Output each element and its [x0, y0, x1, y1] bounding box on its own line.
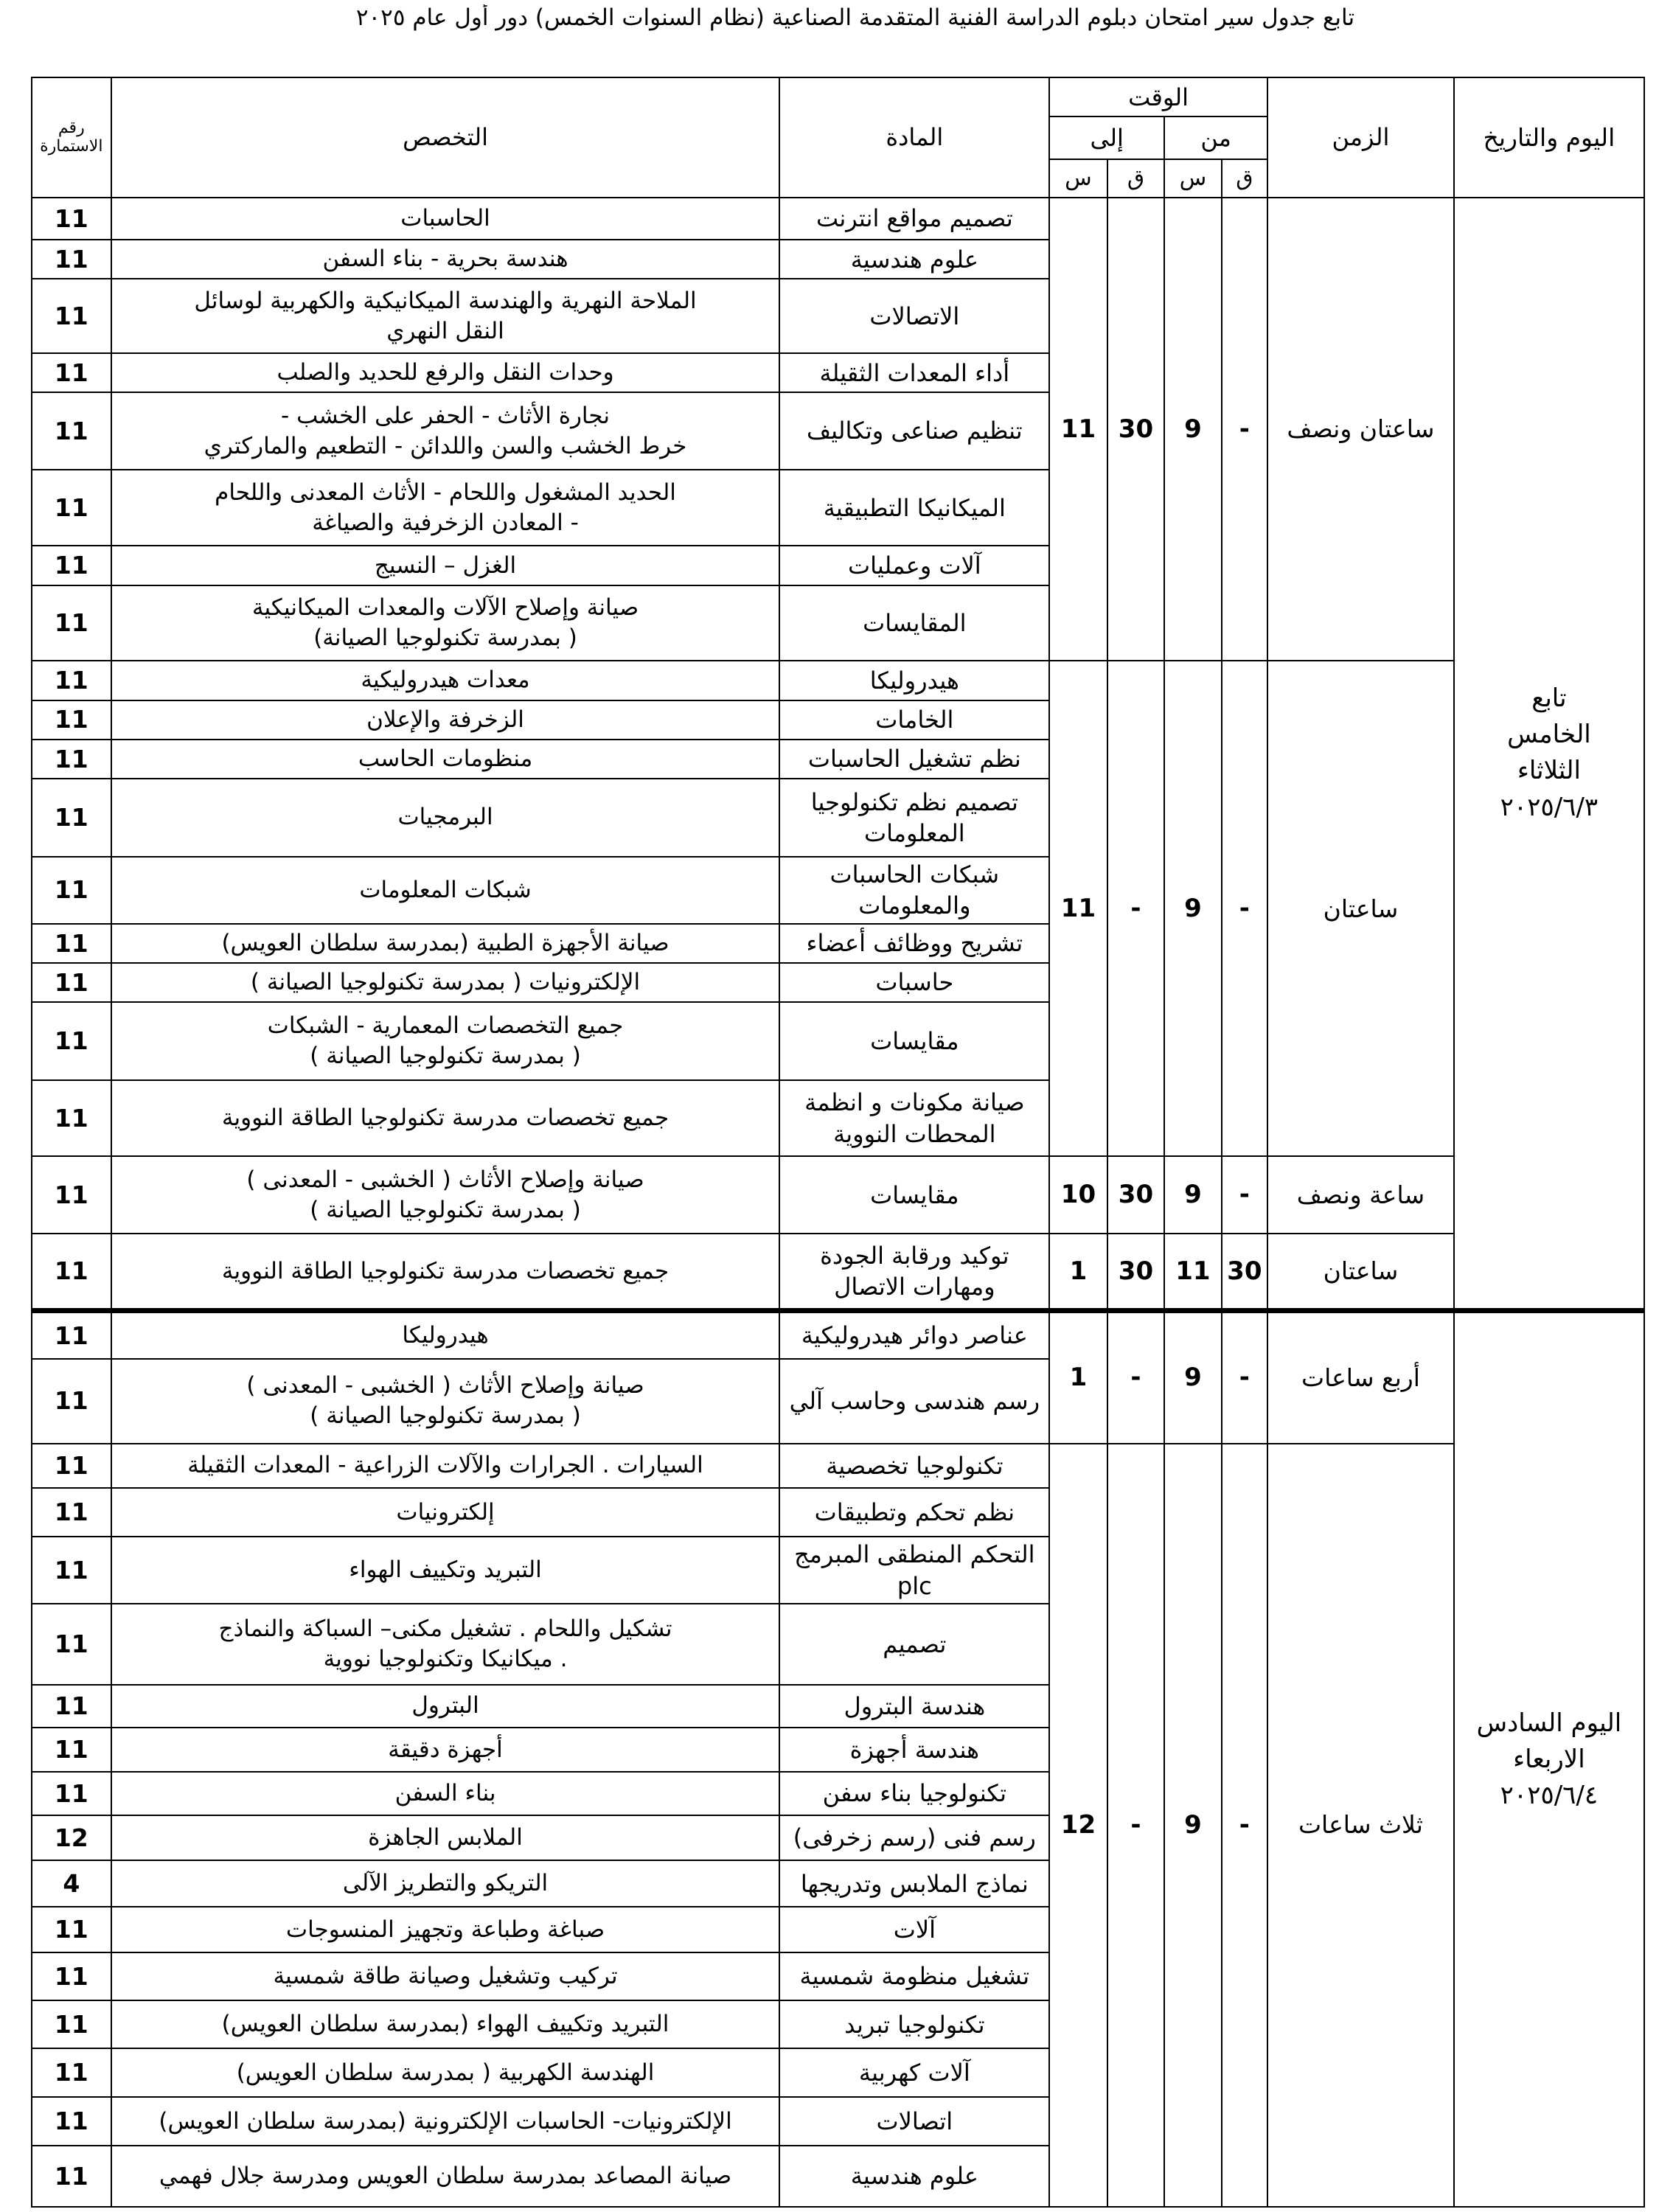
subject-cell: [779, 2146, 1049, 2207]
form-number-cell: 11: [32, 740, 111, 779]
subject-line: المقايسات: [863, 608, 967, 637]
subject-cell: [779, 2097, 1049, 2146]
exam-date: ٢٠٢٥/٦/٣: [1500, 792, 1599, 822]
subject-line: تشريح ووظائف أعضاء: [806, 929, 1023, 958]
table-row: [32, 198, 1644, 240]
form-number-cell: 11: [32, 1002, 111, 1080]
subject-cell: [779, 1002, 1049, 1080]
subject-cell: [779, 2000, 1049, 2048]
specialization-cell: [111, 240, 780, 279]
to-minute-cell: -: [1107, 661, 1164, 1156]
form-number-cell: 11: [32, 470, 111, 546]
form-number-cell: 11: [32, 1772, 111, 1815]
specialization-line: الزخرفة والإعلان: [366, 706, 524, 733]
form-number-cell: 11: [32, 2146, 111, 2207]
from-minute-cell: -: [1222, 1444, 1267, 2207]
header-from-hour: س: [1164, 159, 1221, 198]
form-number-cell: 11: [32, 779, 111, 857]
subject-line: عناصر دوائر هيدروليكية: [801, 1321, 1028, 1350]
form-number-cell: 11: [32, 1444, 111, 1488]
specialization-cell: [111, 392, 780, 470]
subject-cell: [779, 963, 1049, 1002]
subject-cell: [779, 353, 1049, 392]
from-hour-cell: 9: [1164, 1156, 1221, 1234]
day-label: الاربعاء: [1513, 1744, 1585, 1774]
subject-cell: [779, 1860, 1049, 1907]
specialization-line: النقل النهري: [386, 317, 504, 344]
form-number-cell: 11: [32, 1685, 111, 1728]
subject-line: اتصالات: [876, 2107, 953, 2135]
specialization-line: الإلكترونيات- الحاسبات الإلكترونية (بمدرسة سلطان العويس): [159, 2107, 732, 2135]
from-hour-cell: 9: [1164, 1444, 1221, 2207]
subject-cell: [779, 1359, 1049, 1444]
specialization-line: . ميكانيكا وتكنولوجيا نووية: [323, 1645, 568, 1672]
subject-cell: [779, 2048, 1049, 2096]
form-number-cell: 11: [32, 279, 111, 353]
specialization-line: إلكترونيات: [396, 1498, 495, 1526]
form-number-cell: 11: [32, 924, 111, 963]
subject-line: هيدروليكا: [869, 666, 959, 695]
specialization-cell: [111, 1080, 780, 1157]
form-number-cell: 11: [32, 963, 111, 1002]
form-number-cell: 11: [32, 1604, 111, 1685]
specialization-line: الهندسة الكهربية ( بمدرسة سلطان العويس): [236, 2059, 655, 2086]
subject-line: تنظيم صناعى وتكاليف: [806, 417, 1023, 445]
specialization-line: صيانة الأجهزة الطبية (بمدرسة سلطان العويس): [221, 929, 669, 956]
subject-line: تشغيل منظومة شمسية: [799, 1962, 1030, 1991]
specialization-cell: [111, 1815, 780, 1860]
specialization-line: صيانة وإصلاح الأثاث ( الخشبى - المعدنى ): [246, 1372, 644, 1399]
to-hour-cell: 11: [1049, 198, 1107, 661]
specialization-line: الملاحة النهرية والهندسة الميكانيكية والكهربية لوسائل: [194, 287, 697, 314]
subject-cell: [779, 740, 1049, 779]
specialization-line: ( بمدرسة تكنولوجيا الصيانة): [313, 625, 577, 651]
to-hour-cell: 12: [1049, 1444, 1107, 2207]
subject-line: تصميم نظم تكنولوجيا: [810, 787, 1018, 816]
form-number-cell: 11: [32, 1728, 111, 1772]
subject-line: تصميم: [883, 1630, 947, 1658]
document-header: تابع جدول سير امتحان دبلوم الدراسة الفنية المتقدمة الصناعية (نظام السنوات الخمس) دور أول عام ٢٠٢٥: [355, 4, 1355, 31]
specialization-line: صيانة المصاعد بمدرسة سلطان العويس ومدرسة جلال فهمي: [159, 2163, 732, 2190]
exam-schedule-table: [31, 77, 1645, 2208]
subject-line: الاتصالات: [869, 302, 960, 330]
specialization-cell: [111, 1002, 780, 1080]
table-row: [32, 1444, 1644, 1488]
day-label: تابع: [1531, 683, 1567, 713]
to-minute-cell: -: [1107, 1444, 1164, 2207]
specialization-cell: [111, 963, 780, 1002]
header-form-number: رقم الاستمارة: [32, 77, 111, 198]
subject-line: الخامات: [875, 706, 954, 734]
header-to: إلى: [1049, 116, 1164, 159]
form-number-cell: 11: [32, 2097, 111, 2146]
specialization-line: جميع التخصصات المعمارية - الشبكات: [267, 1012, 624, 1040]
form-number-cell: 11: [32, 1907, 111, 1952]
specialization-cell: [111, 1685, 780, 1728]
day-date-cell: [1454, 198, 1644, 1311]
subject-cell: [779, 1488, 1049, 1537]
specialization-line: خرط الخشب والسن واللدائن - التطعيم والماركتري: [204, 432, 687, 459]
subject-cell: [779, 1604, 1049, 1685]
specialization-cell: [111, 353, 780, 392]
subject-cell: [779, 1772, 1049, 1815]
subject-cell: [779, 585, 1049, 661]
subject-cell: [779, 1685, 1049, 1728]
subject-cell: [779, 279, 1049, 353]
form-number-cell: 11: [32, 585, 111, 661]
form-number-cell: 11: [32, 1952, 111, 2000]
form-number-cell: 11: [32, 546, 111, 585]
exam-date: ٢٠٢٥/٦/٤: [1500, 1781, 1599, 1811]
header-subject: المادة: [779, 77, 1049, 198]
subject-cell: [779, 661, 1049, 700]
subject-cell: [779, 470, 1049, 546]
specialization-cell: [111, 857, 780, 924]
subject-cell: [779, 1311, 1049, 1359]
specialization-cell: [111, 2000, 780, 2048]
specialization-line: ( بمدرسة تكنولوجيا الصيانة ): [310, 1043, 581, 1070]
header-to-hour: س: [1049, 159, 1107, 198]
duration-cell: ساعة ونصف: [1267, 1156, 1454, 1234]
specialization-line: البترول: [411, 1692, 479, 1719]
subject-line: مقايسات: [870, 1180, 959, 1209]
specialization-cell: [111, 1444, 780, 1488]
specialization-line: نجارة الأثاث - الحفر على الخشب -: [281, 402, 611, 429]
specialization-line: التبريد وتكييف الهواء (بمدرسة سلطان العويس): [221, 2011, 669, 2038]
subject-line: المعلومات: [863, 818, 965, 847]
form-number-cell: 11: [32, 1537, 111, 1604]
specialization-cell: [111, 1604, 780, 1685]
subject-cell: [779, 240, 1049, 279]
subject-cell: [779, 392, 1049, 470]
form-number-cell: 11: [32, 2048, 111, 2096]
specialization-cell: [111, 585, 780, 661]
specialization-line: التريكو والتطريز الآلى: [342, 1870, 549, 1897]
subject-cell: [779, 1234, 1049, 1311]
to-hour-cell: 1: [1049, 1234, 1107, 1311]
specialization-cell: [111, 279, 780, 353]
form-number-cell: 11: [32, 1359, 111, 1444]
form-number-cell: 11: [32, 198, 111, 240]
specialization-cell: [111, 661, 780, 700]
subject-line: تكنولوجيا تبريد: [844, 2010, 985, 2039]
subject-line: رسم فنى (رسم زخرفى): [793, 1823, 1036, 1852]
specialization-line: هندسة بحرية - بناء السفن: [322, 246, 568, 273]
day-date-cell: [1454, 1311, 1644, 2207]
from-hour-cell: 9: [1164, 1311, 1221, 1444]
table-row: [32, 661, 1644, 700]
subject-line: نظم تشغيل الحاسبات: [807, 745, 1021, 773]
form-number-cell: 4: [32, 1860, 111, 1907]
specialization-line: صيانة وإصلاح الأثاث ( الخشبى - المعدنى ): [246, 1166, 644, 1193]
header-duration: الزمن: [1267, 77, 1454, 198]
duration-cell: ساعتان: [1267, 1234, 1454, 1311]
subject-line: هندسة البترول: [844, 1691, 986, 1720]
specialization-line: أجهزة دقيقة: [388, 1736, 503, 1763]
day-label: اليوم السادس: [1476, 1708, 1622, 1738]
specialization-cell: [111, 779, 780, 857]
header-time: الوقت: [1049, 77, 1267, 116]
form-number-cell: 11: [32, 240, 111, 279]
subject-cell: [779, 1444, 1049, 1488]
to-minute-cell: 30: [1107, 198, 1164, 661]
subject-cell: [779, 1156, 1049, 1234]
subject-cell: [779, 1907, 1049, 1952]
from-minute-cell: -: [1222, 1311, 1267, 1444]
subject-line: آلات وعمليات: [848, 551, 981, 580]
subject-line: هندسة أجهزة: [849, 1736, 979, 1764]
from-minute-cell: 30: [1222, 1234, 1267, 1311]
specialization-line: الملابس الجاهزة: [368, 1823, 523, 1851]
specialization-line: - المعادن الزخرفية والصياغة: [312, 509, 579, 536]
specialization-cell: [111, 1359, 780, 1444]
subject-cell: [779, 198, 1049, 240]
subject-cell: [779, 546, 1049, 585]
specialization-cell: [111, 700, 780, 740]
specialization-line: جميع تخصصات مدرسة تكنولوجيا الطاقة النووية: [221, 1105, 669, 1132]
specialization-cell: [111, 1952, 780, 2000]
subject-line: نظم تحكم وتطبيقات: [814, 1498, 1015, 1526]
specialization-line: ( بمدرسة تكنولوجيا الصيانة ): [310, 1196, 581, 1223]
subject-line: تكنولوجيا تخصصية: [826, 1451, 1004, 1480]
specialization-cell: [111, 2048, 780, 2096]
specialization-line: صباغة وطباعة وتجهيز المنسوجات: [285, 1916, 605, 1943]
form-number-cell: 11: [32, 1311, 111, 1359]
subject-cell: [779, 1815, 1049, 1860]
subject-line: صيانة مكونات و انظمة: [804, 1088, 1025, 1117]
duration-cell: أربع ساعات: [1267, 1311, 1454, 1444]
subject-line: أداء المعدات الثقيلة: [819, 358, 1010, 387]
form-number-cell: 11: [32, 1234, 111, 1311]
specialization-line: التبريد وتكييف الهواء: [349, 1557, 542, 1584]
form-number-cell: 11: [32, 353, 111, 392]
to-minute-cell: 30: [1107, 1234, 1164, 1311]
to-hour-cell: 10: [1049, 1156, 1107, 1234]
subject-line: تصميم مواقع انترنت: [815, 204, 1013, 233]
specialization-cell: [111, 198, 780, 240]
specialization-line: هيدروليكا: [402, 1322, 489, 1349]
specialization-line: البرمجيات: [397, 804, 493, 831]
subject-line: توكيد ورقابة الجودة: [820, 1241, 1009, 1270]
form-number-cell: 11: [32, 700, 111, 740]
specialization-cell: [111, 1860, 780, 1907]
specialization-line: شبكات المعلومات: [359, 876, 532, 903]
subject-cell: [779, 1952, 1049, 2000]
specialization-cell: [111, 740, 780, 779]
day-label: الثلاثاء: [1517, 756, 1581, 786]
form-number-cell: 11: [32, 1488, 111, 1537]
specialization-line: الحاسبات: [400, 205, 490, 232]
subject-cell: [779, 924, 1049, 963]
subject-line: ومهارات الاتصال: [834, 1272, 995, 1301]
subject-line: المحطات النووية: [833, 1119, 996, 1148]
duration-cell: ساعتان ونصف: [1267, 198, 1454, 661]
form-number-cell: 11: [32, 1080, 111, 1157]
specialization-line: الإلكترونيات ( بمدرسة تكنولوجيا الصيانة ): [250, 969, 641, 996]
specialization-cell: [111, 1537, 780, 1604]
to-minute-cell: 30: [1107, 1156, 1164, 1234]
specialization-line: الغزل – النسيج: [374, 552, 517, 579]
specialization-line: تشكيل واللحام . تشغيل مكنى– السباكة والنماذج: [218, 1615, 672, 1643]
specialization-cell: [111, 1156, 780, 1234]
form-number-cell: 11: [32, 857, 111, 924]
subject-line: تكنولوجيا بناء سفن: [822, 1779, 1006, 1808]
subject-cell: [779, 857, 1049, 924]
subject-cell: [779, 1537, 1049, 1604]
duration-cell: ثلاث ساعات: [1267, 1444, 1454, 2207]
specialization-line: السيارات . الجرارات والآلات الزراعية - المعدات الثقيلة: [187, 1452, 703, 1479]
specialization-line: الحديد المشغول واللحام - الأثاث المعدنى واللحام: [215, 479, 676, 506]
subject-cell: [779, 1728, 1049, 1772]
subject-cell: [779, 700, 1049, 740]
header-from: من: [1164, 116, 1267, 159]
to-minute-cell: -: [1107, 1311, 1164, 1444]
specialization-cell: [111, 1907, 780, 1952]
subject-line: الميكانيكا التطبيقية: [823, 493, 1006, 522]
to-hour-cell: 1: [1049, 1311, 1107, 1444]
specialization-line: منظومات الحاسب: [358, 745, 533, 773]
header-from-minute: ق: [1222, 159, 1267, 198]
specialization-line: وحدات النقل والرفع للحديد والصلب: [276, 359, 614, 386]
specialization-cell: [111, 1728, 780, 1772]
subject-line: حاسبات: [875, 968, 954, 997]
specialization-line: جميع تخصصات مدرسة تكنولوجيا الطاقة النووية: [221, 1257, 669, 1284]
specialization-cell: [111, 1311, 780, 1359]
form-number-cell: 12: [32, 1815, 111, 1860]
table-row: [32, 1156, 1644, 1234]
subject-line: آلات: [893, 1915, 936, 1944]
from-minute-cell: -: [1222, 198, 1267, 661]
subject-line: التحكم المنطقى المبرمج plc: [794, 1540, 1035, 1600]
form-number-cell: 11: [32, 661, 111, 700]
form-number-cell: 11: [32, 2000, 111, 2048]
specialization-cell: [111, 1488, 780, 1537]
specialization-cell: [111, 2097, 780, 2146]
specialization-line: تركيب وتشغيل وصيانة طاقة شمسية: [273, 1962, 618, 1989]
from-minute-cell: -: [1222, 1156, 1267, 1234]
specialization-cell: [111, 2146, 780, 2207]
subject-line: آلات كهربية: [858, 2059, 970, 2087]
specialization-cell: [111, 470, 780, 546]
specialization-line: ( بمدرسة تكنولوجيا الصيانة ): [310, 1402, 581, 1430]
subject-cell: [779, 1080, 1049, 1157]
subject-line: علوم هندسية: [850, 245, 978, 274]
specialization-line: صيانة وإصلاح الآلات والمعدات الميكانيكية: [251, 594, 639, 622]
specialization-line: معدات هيدروليكية: [361, 667, 530, 694]
form-number-cell: 11: [32, 1156, 111, 1234]
from-hour-cell: 11: [1164, 1234, 1221, 1311]
subject-line: مقايسات: [870, 1026, 959, 1055]
specialization-cell: [111, 1772, 780, 1815]
subject-line: علوم هندسية: [850, 2162, 978, 2191]
subject-line: شبكات الحاسبات والمعلومات: [829, 860, 1000, 920]
subject-line: نماذج الملابس وتدريجها: [800, 1869, 1029, 1898]
duration-cell: ساعتان: [1267, 661, 1454, 1156]
form-number-cell: 11: [32, 392, 111, 470]
table-row: [32, 1311, 1644, 1359]
to-hour-cell: 11: [1049, 661, 1107, 1156]
header-day-date: اليوم والتاريخ: [1454, 77, 1644, 198]
header-to-minute: ق: [1107, 159, 1164, 198]
from-hour-cell: 9: [1164, 661, 1221, 1156]
specialization-line: بناء السفن: [394, 1780, 496, 1807]
from-hour-cell: 9: [1164, 198, 1221, 661]
specialization-cell: [111, 924, 780, 963]
specialization-cell: [111, 546, 780, 585]
table-row: [32, 1234, 1644, 1311]
subject-line: رسم هندسى وحاسب آلي: [789, 1387, 1040, 1416]
subject-cell: [779, 779, 1049, 857]
specialization-cell: [111, 1234, 780, 1311]
from-minute-cell: -: [1222, 661, 1267, 1156]
day-label: الخامس: [1507, 720, 1591, 750]
header-specialization: التخصص: [111, 77, 780, 198]
